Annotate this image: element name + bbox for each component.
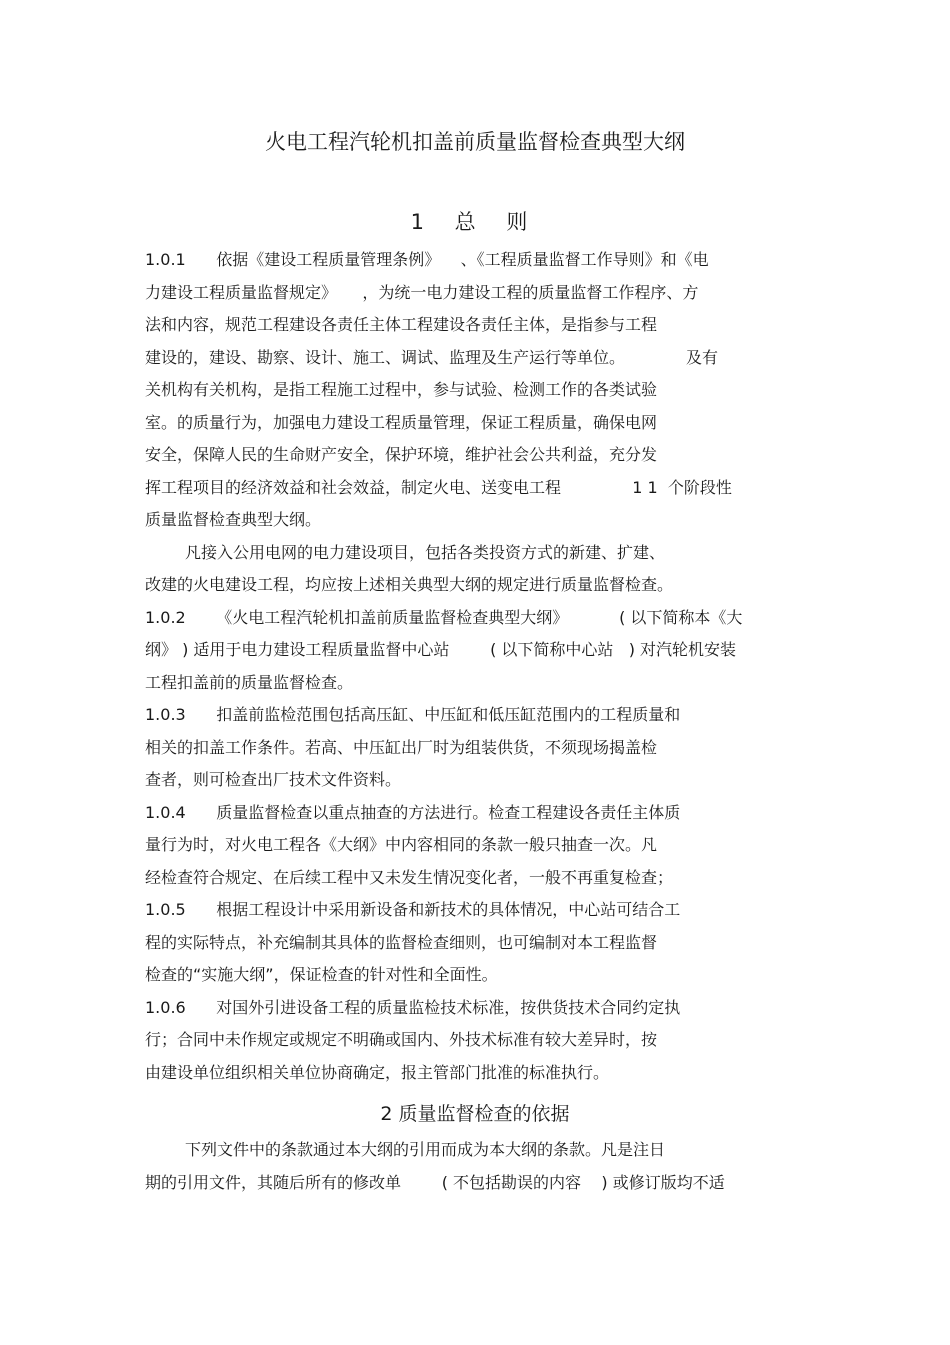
paragraph-line: 查者，则可检查出厂技术文件资料。: [145, 770, 402, 789]
paragraph-line: 检查的“实施大纲”，保证检查的针对性和全面性。: [145, 965, 498, 984]
paragraph-line: 程的实际特点，补充编制其具体的监督检查细则，也可编制对本工程监督: [145, 932, 658, 952]
paragraph-line: 力建设工程质量监督规定》 ，为统一电力建设工程的质量监督工作程序、方: [145, 282, 699, 302]
paragraph-line: 1.0.4 质量监督检查以重点抽查的方法进行。检查工程建设各责任主体质: [145, 802, 681, 822]
paragraph-line: 由建设单位组织相关单位协商确定，报主管部门批准的标准执行。: [145, 1062, 610, 1082]
paragraph-line: 改建的火电建设工程，均应按上述相关典型大纲的规定进行质量监督检查。: [145, 575, 674, 594]
section-body-basis: [145, 1134, 835, 1199]
document-title: 火电工程汽轮机扣盖前质量监督检查典型大纲: [265, 130, 685, 154]
paragraph-line: 1.0.3 扣盖前监检范围包括高压缸、中压缸和低压缸范围内的工程质量和: [145, 705, 681, 724]
paragraph-line: 法和内容，规范工程建设各责任主体工程建设各责任主体，是指参与工程: [145, 315, 658, 334]
paragraph-line: 1.0.2 《火电工程汽轮机扣盖前质量监督检查典型大纲》 ( 以下简称本《大: [145, 607, 743, 627]
paragraph-line: 经检查符合规定、在后续工程中又未发生情况变化者，一般不再重复检查；: [145, 867, 674, 887]
paragraph-line: 建设的，建设、勘察、设计、施工、调试、监理及生产运行等单位。 及有: [145, 347, 719, 367]
paragraph-line: 凡接入公用电网的电力建设项目，包括各类投资方式的新建、扩建、: [185, 542, 666, 562]
paragraph-line: 1.0.5 根据工程设计中采用新设备和新技术的具体情况，中心站可结合工: [145, 900, 681, 919]
paragraph-line: 期的引用文件，其随后所有的修改单 ( 不包括勘误的内容 ) 或修订版均不适: [145, 1172, 725, 1192]
paragraph-line: 行；合同中未作规定或规定不明确或国内、外技术标准有较大差异时，按: [145, 1030, 658, 1049]
paragraph-line: 纲》 ) 适用于电力建设工程质量监督中心站 ( 以下简称中心站 ) 对汽轮机安装: [145, 640, 737, 659]
section-heading-general: 1 总 则: [410, 210, 540, 234]
paragraph-line: 1.0.6 对国外引进设备工程的质量监检技术标准，按供货技术合同约定执: [145, 997, 681, 1017]
paragraph-line: 1.0.1 依据《建设工程质量管理条例》 、《工程质量监督工作导则》和《电: [145, 250, 709, 269]
paragraph-line: 挥工程项目的经济效益和社会效益，制定火电、送变电工程 1 1 个阶段性: [145, 477, 732, 497]
section-body-general: [145, 244, 835, 1089]
paragraph-line: 工程扣盖前的质量监督检查。: [145, 672, 354, 692]
section-heading-basis: 2 质量监督检查的依据: [380, 1103, 570, 1125]
paragraph-line: 质量监督检查典型大纲。: [145, 510, 322, 529]
paragraph-line: 量行为时，对火电工程各《大纲》中内容相同的条款一般只抽查一次。凡: [145, 835, 658, 854]
paragraph-line: 相关的扣盖工作条件。若高、中压缸出厂时为组装供货，不须现场揭盖检: [145, 737, 658, 757]
paragraph-line: 室。的质量行为，加强电力建设工程质量管理，保证工程质量，确保电网: [145, 412, 658, 432]
paragraph-line: 关机构有关机构，是指工程施工过程中，参与试验、检测工作的各类试验: [145, 380, 658, 399]
paragraph-line: 安全，保障人民的生命财产安全，保护环境，维护社会公共利益，充分发: [145, 445, 658, 464]
paragraph-line: 下列文件中的条款通过本大纲的引用而成为本大纲的条款。凡是注日: [185, 1140, 666, 1159]
